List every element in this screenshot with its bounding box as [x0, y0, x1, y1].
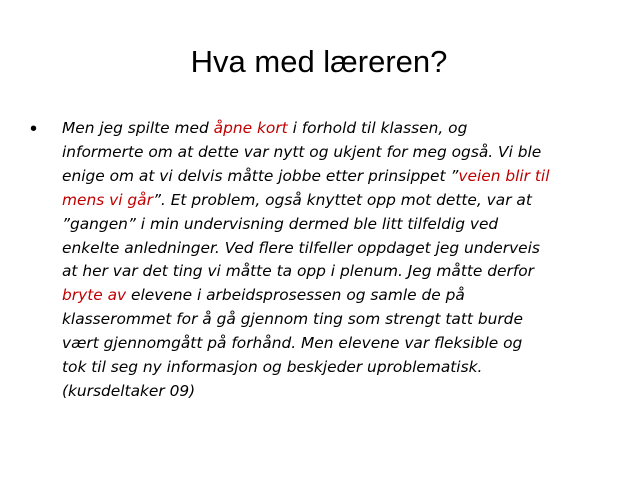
text-segment: i forhold til klassen, og: [287, 119, 468, 137]
bullet-text: [62, 117, 617, 404]
text-line: [62, 260, 617, 284]
text-segment: klasserommet for å gå gjennom ting som strengt tatt burde: [62, 310, 523, 329]
bullet-dot-icon: •: [30, 118, 38, 140]
text-segment: enige om at vi delvis måtte jobbe etter prinsippet ”: [62, 166, 459, 185]
slide-title: Hva med læreren?: [190, 44, 448, 79]
text-line: [62, 117, 617, 141]
highlighted-phrase: veien blir til: [458, 166, 550, 185]
text-line: [62, 332, 617, 356]
text-line: [62, 141, 617, 165]
highlighted-phrase: åpne kort: [213, 119, 288, 137]
text-segment: ”gangen” i min undervisning dermed ble litt tilfeldig ved: [62, 214, 499, 233]
text-segment: enkelte anledninger. Ved flere tilfeller oppdaget jeg underveis: [62, 238, 540, 257]
highlighted-phrase: bryte av: [62, 286, 127, 305]
text-segment: elevene i arbeidsprosessen og samle de på: [126, 286, 465, 305]
text-segment: tok til seg ny informasjon og beskjeder uproblematisk.: [62, 358, 483, 377]
text-line: [62, 284, 617, 308]
text-segment: informerte om at dette var nytt og ukjent for meg også. Vi ble: [62, 142, 542, 161]
text-line: [62, 165, 617, 189]
text-line: [62, 356, 617, 380]
text-segment: (kursdeltaker 09): [62, 381, 196, 400]
text-line: [62, 237, 617, 261]
text-line: [62, 308, 617, 332]
text-line: [62, 213, 617, 237]
text-line: [62, 380, 617, 404]
text-segment: Men jeg spilte med: [62, 119, 214, 137]
highlighted-phrase: mens vi går: [62, 190, 153, 209]
text-segment: ”. Et problem, også knyttet opp mot dette, var at: [152, 190, 532, 209]
text-line: [62, 189, 617, 213]
text-segment: vært gjennomgått på forhånd. Men elevene var fleksible og: [62, 334, 523, 353]
text-segment: at her var det ting vi måtte ta opp i plenum. Jeg måtte derfor: [62, 262, 535, 281]
